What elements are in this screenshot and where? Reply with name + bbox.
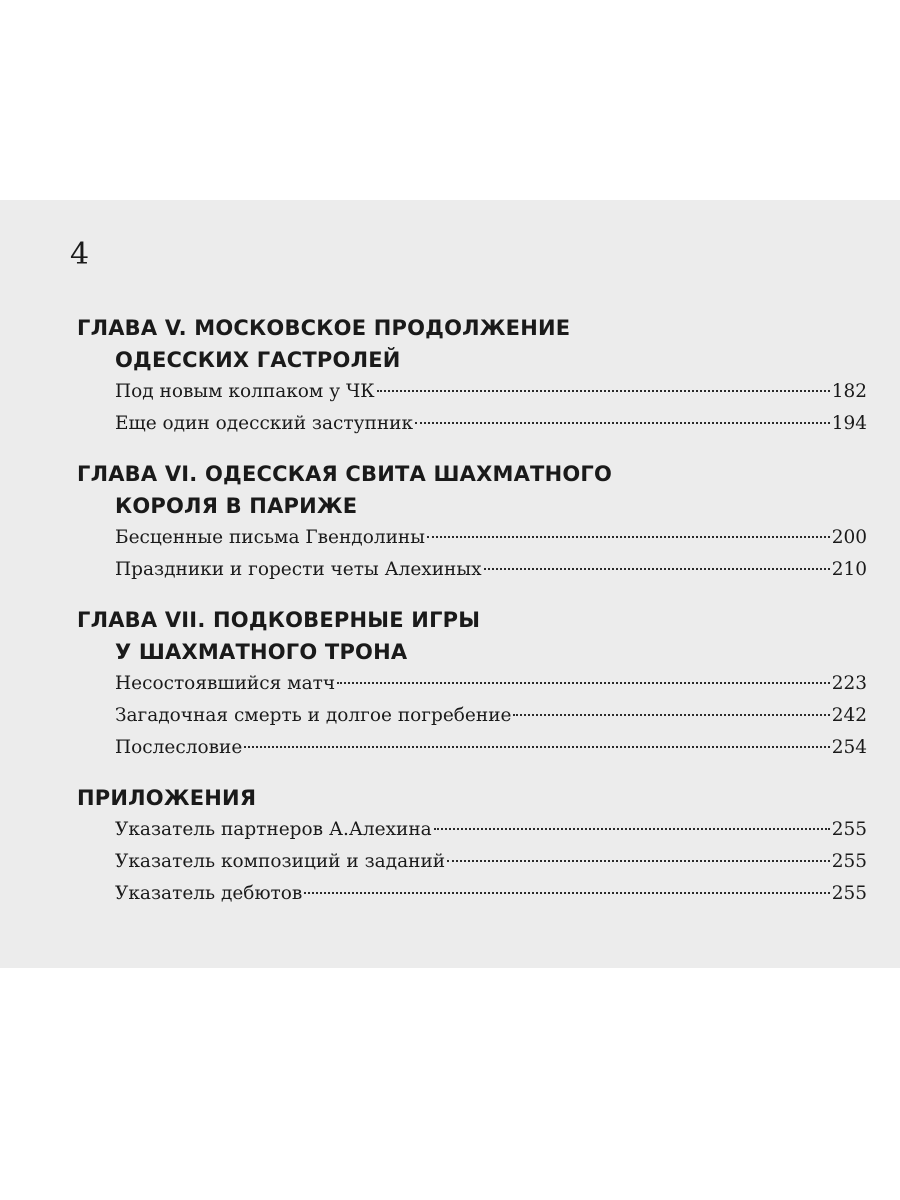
toc-entry-page: 255 xyxy=(831,819,867,840)
dot-leader xyxy=(337,682,830,684)
chapter-title-line: У ШАХМАТНОГО ТРОНА xyxy=(115,640,408,664)
toc-entry xyxy=(77,700,867,732)
toc-entry xyxy=(77,554,867,586)
toc-entry xyxy=(77,668,867,700)
chapter-title xyxy=(77,604,867,668)
toc-entry xyxy=(77,522,867,554)
toc-entry-page: 254 xyxy=(831,737,867,758)
toc-entry-page: 255 xyxy=(831,851,867,872)
dot-leader xyxy=(304,892,829,894)
toc-entry-page: 182 xyxy=(831,381,867,402)
chapter-title-line: ОДЕССКИХ ГАСТРОЛЕЙ xyxy=(115,348,401,372)
dot-leader xyxy=(484,568,830,570)
toc-entry-label: Указатель дебютов xyxy=(115,883,303,904)
toc-entry-label: Бесценные письма Гвендолины xyxy=(115,527,425,548)
dot-leader xyxy=(377,390,830,392)
dot-leader xyxy=(415,422,830,424)
chapter-section xyxy=(77,458,867,586)
toc-entry-label: Указатель композиций и заданий xyxy=(115,851,446,872)
toc-entry-label: Несостоявшийся матч xyxy=(115,673,336,694)
dot-leader xyxy=(513,714,829,716)
chapter-title-line: КОРОЛЯ В ПАРИЖЕ xyxy=(115,494,358,518)
toc-entry-label: Еще один одесский заступник xyxy=(115,413,414,434)
chapter-title xyxy=(77,458,867,522)
dot-leader xyxy=(427,536,830,538)
toc-entry-label: Праздники и горести четы Алехиных xyxy=(115,559,482,580)
toc-entry-label: Послесловие xyxy=(115,737,243,758)
toc-entry-page: 223 xyxy=(831,673,867,694)
dot-leader xyxy=(244,746,829,748)
chapter-title-line: ПРИЛОЖЕНИЯ xyxy=(77,786,257,810)
chapter-title xyxy=(77,782,867,814)
toc-entry xyxy=(77,878,867,910)
toc-entry-label: Загадочная смерть и долгое погребение xyxy=(115,705,512,726)
toc-entry-page: 255 xyxy=(831,883,867,904)
toc-entry-page: 200 xyxy=(831,527,867,548)
toc-entry xyxy=(77,814,867,846)
toc-entry-label: Под новым колпаком у ЧК xyxy=(115,381,375,402)
chapter-title-line: ГЛАВА VI. ОДЕССКАЯ СВИТА ШАХМАТНОГО xyxy=(77,462,613,486)
book-page xyxy=(0,200,900,968)
toc-entry-label: Указатель партнеров А.Алехина xyxy=(115,819,432,840)
table-of-contents xyxy=(77,312,867,928)
toc-entry xyxy=(77,732,867,764)
dot-leader xyxy=(447,860,830,862)
chapter-section xyxy=(77,604,867,764)
dot-leader xyxy=(434,828,830,830)
toc-entry-page: 242 xyxy=(831,705,867,726)
toc-entry-page: 194 xyxy=(831,413,867,434)
page-number: 4 xyxy=(70,237,90,272)
toc-entry-page: 210 xyxy=(831,559,867,580)
chapter-title xyxy=(77,312,867,376)
chapter-title-line: ГЛАВА VII. ПОДКОВЕРНЫЕ ИГРЫ xyxy=(77,608,481,632)
chapter-title-line: ГЛАВА V. МОСКОВСКОЕ ПРОДОЛЖЕНИЕ xyxy=(77,316,571,340)
chapter-section xyxy=(77,312,867,440)
toc-entry xyxy=(77,376,867,408)
chapter-section xyxy=(77,782,867,910)
toc-entry xyxy=(77,846,867,878)
toc-entry xyxy=(77,408,867,440)
